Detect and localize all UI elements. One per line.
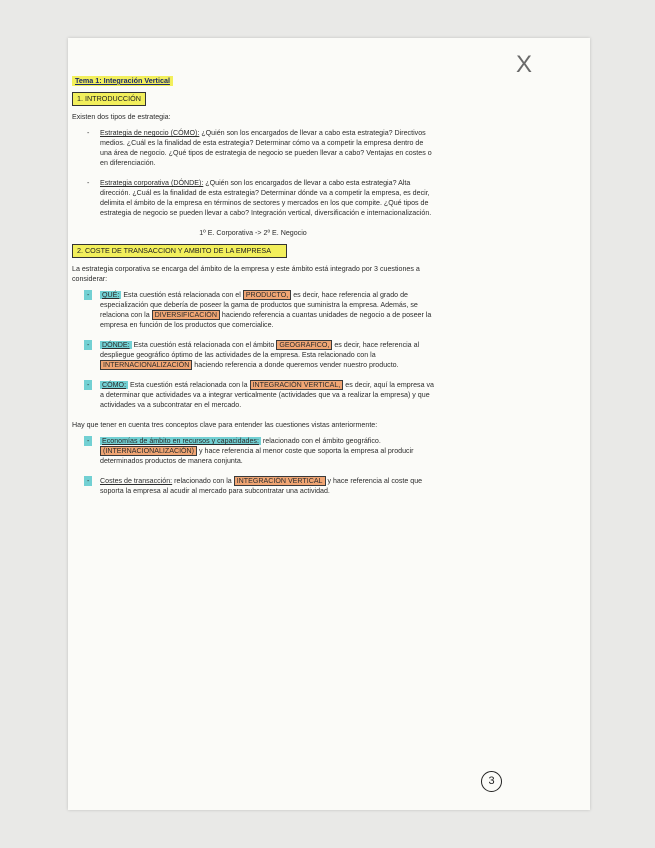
item-text: haciendo referencia a cuantas unidades de negocio a de poseer la empresa en función de los productos que comercialice. (100, 311, 432, 329)
list-bullet: - (87, 129, 90, 137)
list-item-economias-ambito (72, 436, 434, 466)
list-bullet: - (84, 380, 92, 390)
item-label: DÓNDE: (102, 341, 130, 349)
item-text: y hace referencia al coste que soporta la empresa al acudir al mercado para subcontratar una actividad. (100, 477, 423, 495)
list-item-estrategia-corporativa (72, 178, 434, 218)
list-item-que (72, 290, 434, 330)
list-bullet: - (87, 179, 90, 187)
highlight-box: INTEGRACIÓN VERTICAL (234, 476, 326, 486)
list-item-como (72, 380, 434, 410)
list-item-costes-transaccion (72, 476, 434, 496)
list-bullet: - (84, 476, 92, 486)
document-title: Tema 1: Integración Vertical (72, 76, 173, 86)
section-heading-coste-transaccion: 2. COSTE DE TRANSACCION Y AMBITO DE LA EMPRESA (72, 244, 287, 258)
highlight-box: PRODUCTO, (243, 290, 291, 300)
item-text: ¿Quién son los encargados de llevar a cabo esta estrategia? Alta dirección. ¿Cuál es la finalidad de esta estrategia? Determinar dónde va a competir la empresa, es decir, delimita el ámbito de la empresa en términos de sectores y mercados en los que compite. ¿Qué tipos de estrategia de negocio se pueden llevar a cabo? Integración vertical, diversificación e internacionalización. (100, 179, 432, 217)
list-item-estrategia-negocio (72, 128, 434, 168)
item-label: QUÉ: (102, 291, 120, 299)
section1-intro: Existen dos tipos de estrategia: (72, 113, 171, 121)
item-text: Esta cuestión está relacionada con el (121, 291, 243, 299)
list-bullet: - (84, 290, 92, 300)
item-text: relacionado con el ámbito geográfico. (260, 437, 381, 445)
item-text: es decir, aquí la empresa va a determinar que actividades va a integrar verticalmente (actividades que va a realizar la empresa) y que actividades va a subcontratar en el mercado. (100, 381, 434, 409)
document-body (72, 76, 434, 506)
list-item-donde (72, 340, 434, 370)
concepts-list (72, 436, 434, 496)
item-text: y hace referencia al menor coste que soporta la empresa al producir determinados productos de manera conjunta. (100, 447, 414, 465)
highlight-box: INTEGRACIÓN VERTICAL, (250, 380, 344, 390)
item-text: es decir, hace referencia al grado de especialización que debería de poseer la gama de productos que suministra la empresa. Además, se relaciona con la (100, 291, 418, 319)
list-bullet: - (84, 340, 92, 350)
section2-intro: La estrategia corporativa se encarga del ámbito de la empresa y este ámbito está integrado por 3 cuestiones a considerar: (72, 265, 420, 283)
strategy-order-note: 1º E. Corporativa -> 2º E. Negocio (199, 229, 307, 237)
item-text: haciendo referencia a donde queremos vender nuestro producto. (192, 361, 399, 369)
item-label: CÓMO: (102, 381, 127, 389)
item-text: es decir, hace referencia al despliegue geográfico óptimo de las actividades de la empresa. Esta relacionado con la (100, 341, 420, 359)
highlight-box: DIVERSIFICACIÓN (152, 310, 220, 320)
item-text: Esta cuestión está relacionada con la (128, 381, 250, 389)
handwritten-cross-mark: X (516, 51, 533, 78)
item-text: Esta cuestión está relacionada con el ámbito (131, 341, 277, 349)
questions-list (72, 290, 434, 410)
list-bullet: - (84, 436, 92, 446)
highlight-box: INTERNACIONALIZACIÓN (100, 360, 192, 370)
item-text: ¿Quién son los encargados de llevar a cabo esta estrategia? Directivos medios. ¿Cuál es la finalidad de esta estrategia? Determinar cómo va a competir la empresa dentro de una área de negocio. ¿Qué tipos de estrategia de negocio se pueden llevar a cabo? Ventajas en costes o en diferenciación. (100, 129, 432, 167)
page-number: 3 (481, 771, 502, 792)
strategy-list (72, 128, 434, 218)
highlight-box: (INTERNACIONALIZACIÓN) (100, 446, 197, 456)
item-text: relacionado con la (172, 477, 234, 485)
item-label: Costes de transacción: (100, 477, 173, 485)
item-label: Economías de ámbito en recursos y capacidades: (102, 437, 259, 445)
item-label: Estrategia de negocio (CÓMO): (100, 129, 200, 137)
highlight-box: GEOGRÁFICO, (276, 340, 332, 350)
concepts-intro: Hay que tener en cuenta tres conceptos clave para entender las cuestiones vistas anteriormente: (72, 421, 378, 429)
section-heading-introduccion: 1. INTRODUCCIÓN (72, 92, 146, 106)
item-label: Estrategia corporativa (DÓNDE): (100, 179, 204, 187)
